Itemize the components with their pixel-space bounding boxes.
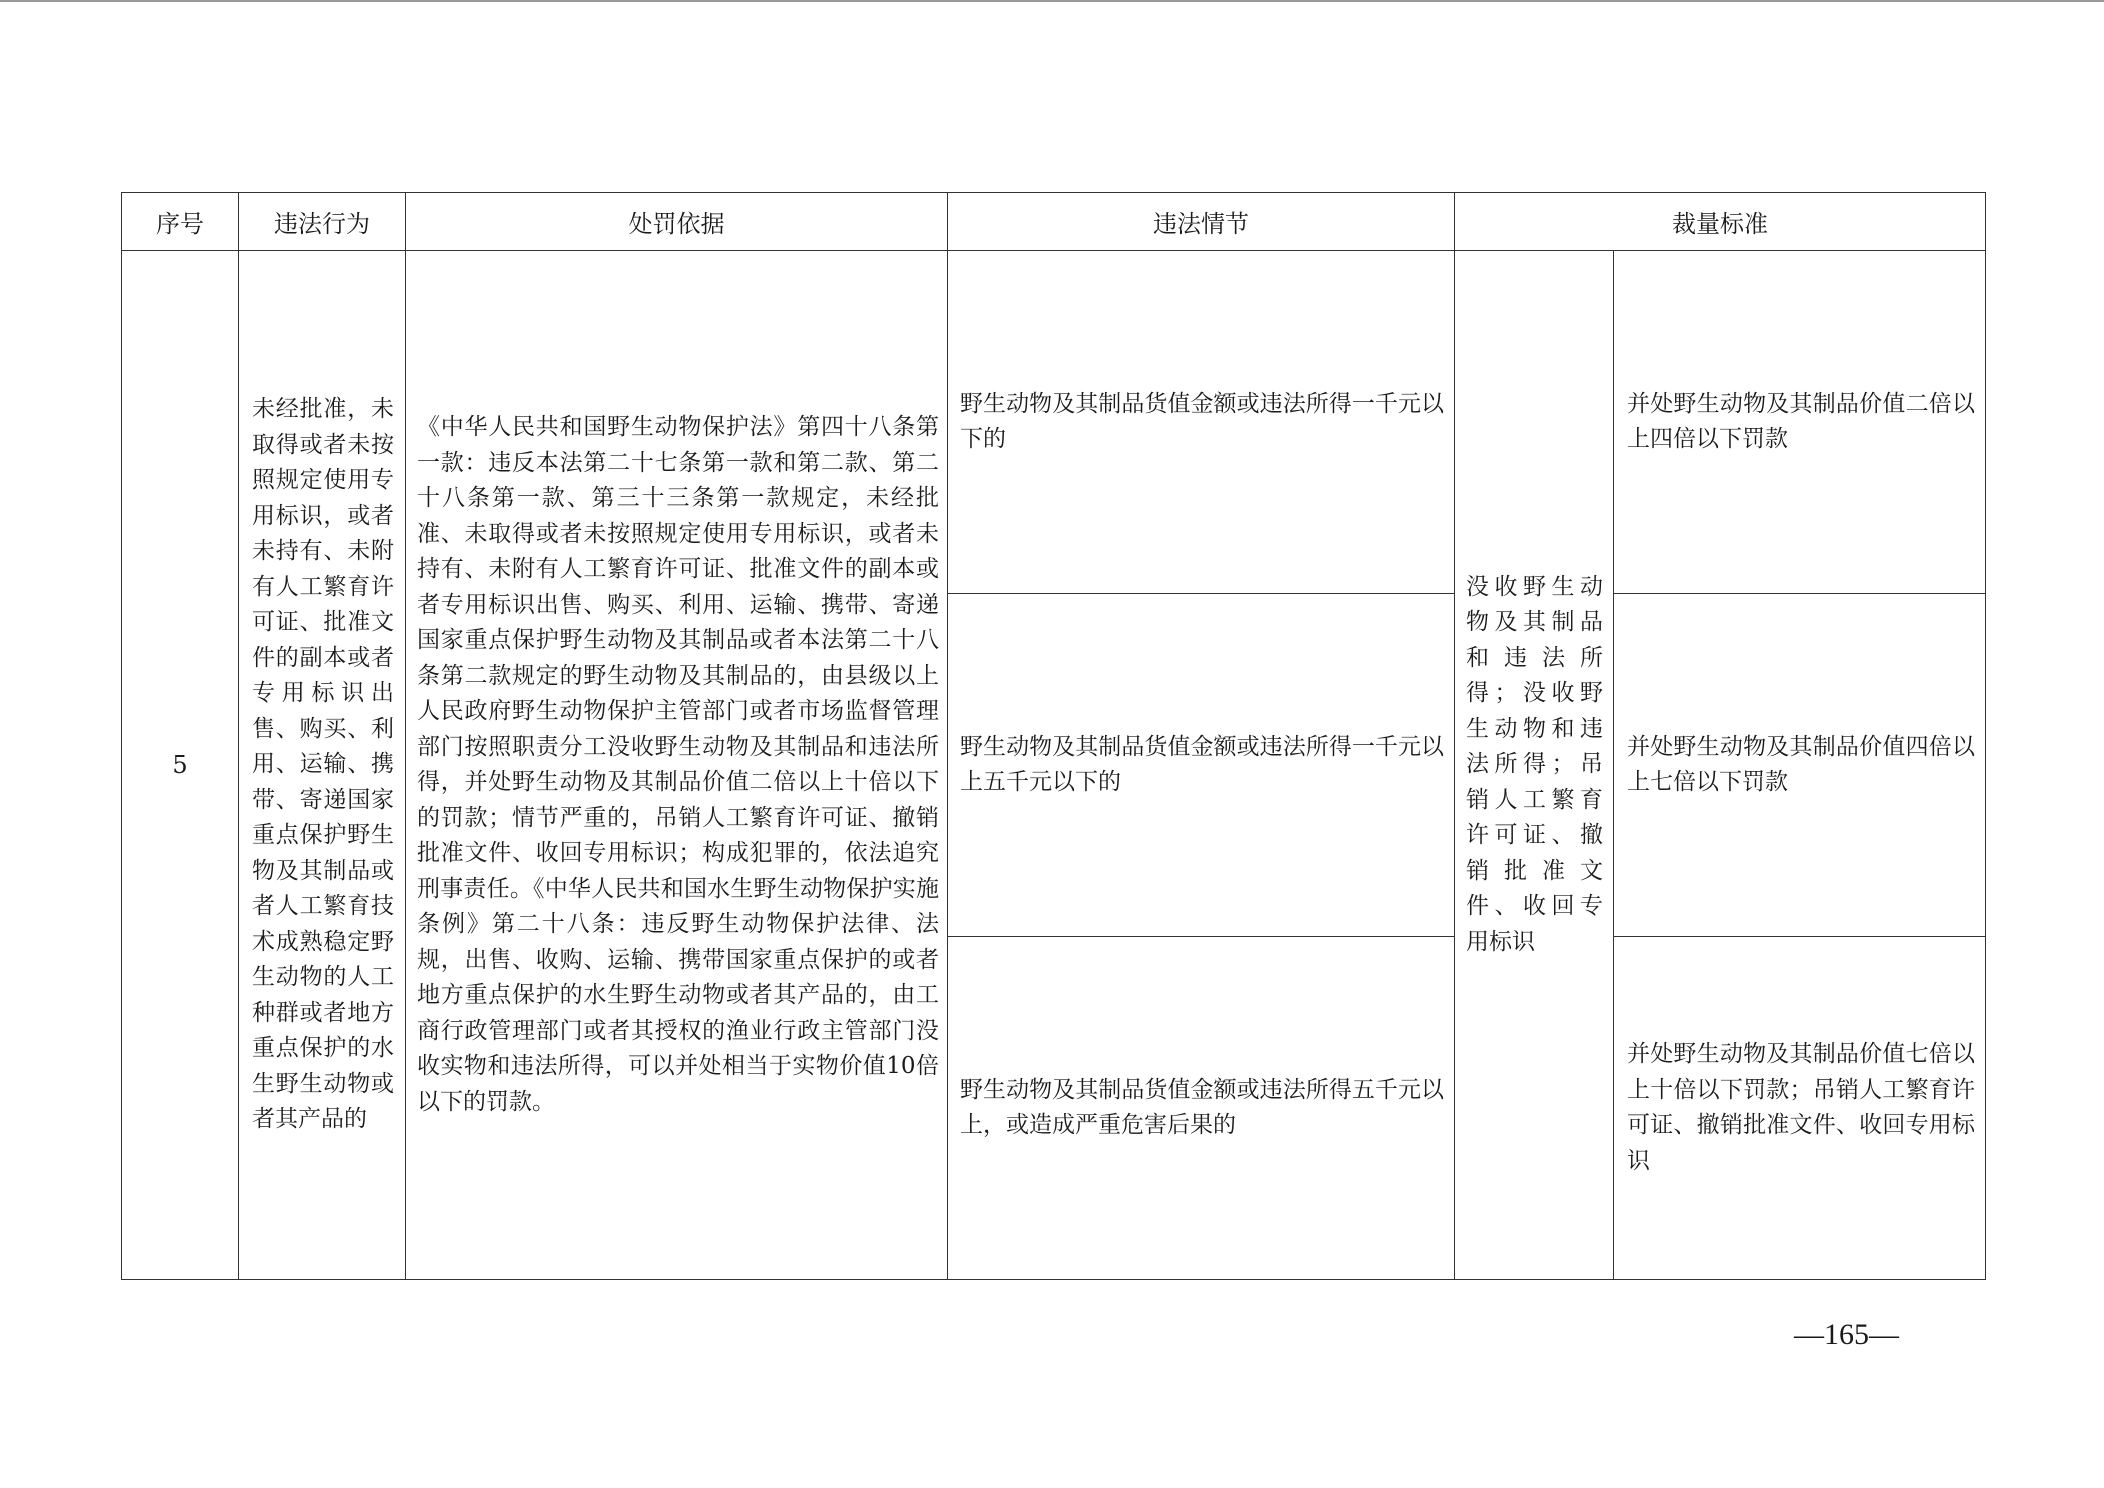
row-seq-number: 5: [122, 251, 239, 1280]
header-seq: 序号: [122, 193, 239, 251]
table-row: [122, 251, 1986, 594]
standard-2: 并处野生动物及其制品价值四倍以上七倍以下罚款: [1614, 594, 1986, 937]
header-penalty-basis: 处罚依据: [406, 193, 948, 251]
circumstance-2: 野生动物及其制品货值金额或违法所得一千元以上五千元以下的: [948, 594, 1455, 937]
top-border-line: [0, 0, 2104, 2]
page-number: —165—: [1794, 1318, 1899, 1351]
header-circumstance: 违法情节: [948, 193, 1455, 251]
illegal-act-text: 未经批准，未取得或者未按照规定使用专用标识，或者未持有、未附有人工繁育许可证、批准文件的副本或者专用标识出售、购买、利用、运输、携带、寄递国家重点保护野生物及其制品或者人工繁育技术成熟稳定野生动物的人工种群或者地方重点保护的水生野生动物或者其产品的: [239, 251, 406, 1280]
circumstance-3: 野生动物及其制品货值金额或违法所得五千元以上，或造成严重危害后果的: [948, 937, 1455, 1280]
table-header-row: [122, 193, 1986, 251]
header-discretion-standard: 裁量标准: [1455, 193, 1986, 251]
penalty-basis-text: 《中华人民共和国野生动物保护法》第四十八条第一款：违反本法第二十七条第一款和第二款、第二十八条第一款、第三十三条第一款规定，未经批准、未取得或者未按照规定使用专用标识，或者未持有、未附有人工繁育许可证、批准文件的副本或者专用标识出售、购买、利用、运输、携带、寄递国家重点保护野生动物及其制品或者本法第二十八条第二款规定的野生动物及其制品的，由县级以上人民政府野生动物保护主管部门或者市场监督管理部门按照职责分工没收野生动物及其制品和违法所得，并处野生动物及其制品价值二倍以上十倍以下的罚款；情节严重的，吊销人工繁育许可证、撤销批准文件、收回专用标识；构成犯罪的，依法追究刑事责任。《中华人民共和国水生野生动物保护实施条例》第二十八条：违反野生动物保护法律、法规，出售、收购、运输、携带国家重点保护的或者地方重点保护的水生野生动物或者其产品的，由工商行政管理部门或者其授权的渔业行政主管部门没收实物和违法所得，可以并处相当于实物价值10倍以下的罚款。: [406, 251, 948, 1280]
penalty-discretion-table: [121, 192, 1986, 1280]
standard-1: 并处野生动物及其制品价值二倍以上四倍以下罚款: [1614, 251, 1986, 594]
standard-3: 并处野生动物及其制品价值七倍以上十倍以下罚款；吊销人工繁育许可证、撤销批准文件、收回专用标识: [1614, 937, 1986, 1280]
header-illegal-act: 违法行为: [239, 193, 406, 251]
circumstance-1: 野生动物及其制品货值金额或违法所得一千元以下的: [948, 251, 1455, 594]
common-measure-text: 没收野生动物及其制品和违法所得；没收野生动物和违法所得；吊销人工繁育许可证、撤销批准文件、收回专用标识: [1455, 251, 1614, 1280]
